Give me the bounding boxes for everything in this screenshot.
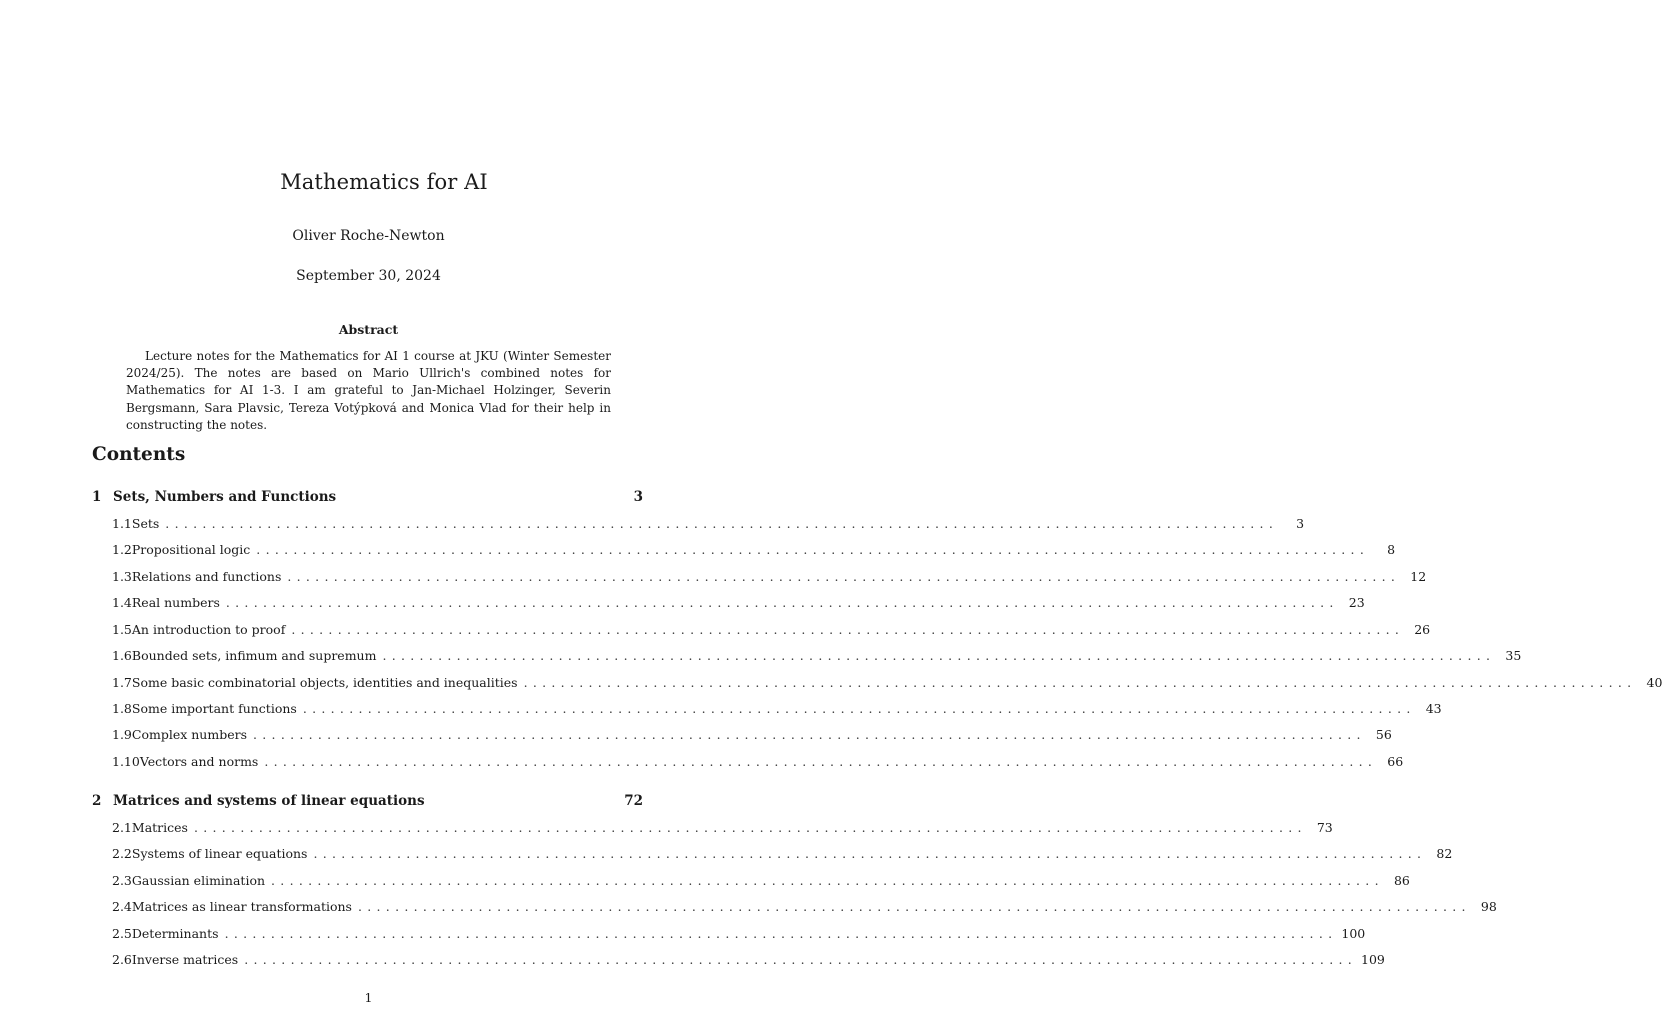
toc-entry-page: 98 [1480,899,1497,914]
toc-entry-title: Systems of linear equations [131,846,308,861]
toc-entry-number: 2.6 [112,952,132,967]
toc-entry-title: An introduction to proof [131,622,286,637]
toc-entry-number: 2.5 [112,926,132,941]
toc-entry-number: 1.5 [112,622,132,637]
toc-leader-dots: ........................................................................................................................ [244,952,1358,967]
toc-entry-page: 26 [1414,622,1431,637]
toc-entry-title: Vectors and norms [139,754,259,769]
toc-entry-number: 1.3 [112,569,132,584]
toc-entry-title: Propositional logic [131,542,251,557]
toc-entry-title: Some important functions [131,701,297,716]
toc-leader-dots: ........................................................................................................................ [264,754,1378,769]
toc-entry-page: 86 [1393,873,1410,888]
toc-entry-title: Relations and functions [131,569,282,584]
toc-section-entry[interactable] [92,926,1366,946]
toc-section-entry[interactable] [92,569,1427,589]
toc-leader-dots: ........................................................................................................................ [382,648,1496,663]
toc-entry-title: Matrices [131,820,188,835]
toc-entry-number: 2 [92,793,102,809]
toc-leader-dots: ........................................................................................................................ [287,569,1401,584]
toc-leader-dots: ........................................................................................................................ [291,622,1405,637]
toc-entry-number: 2.3 [112,873,132,888]
toc-section-entry[interactable] [92,622,1431,642]
toc-section-entry[interactable] [92,516,1305,536]
toc-section-entry[interactable] [92,952,1385,972]
toc-entry-page: 3 [633,489,643,505]
toc-entry-page: 40 [1646,675,1662,690]
toc-leader-dots: ........................................................................................................................ [523,675,1637,690]
toc-leader-dots: ........................................................................................................................ [256,542,1370,557]
toc-entry-title: Some basic combinatorial objects, identities and inequalities [131,675,518,690]
toc-entry-page: 43 [1425,701,1442,716]
page-number: 1 [364,990,373,1005]
document-date: September 30, 2024 [296,268,441,284]
toc-leader-dots: ........................................................................................................................ [271,873,1384,888]
toc-entry-number: 1.7 [112,675,132,690]
toc-leader-dots: ........................................................................................................................ [302,701,1416,716]
toc-entry-number: 2.4 [112,899,132,914]
toc-section-entry[interactable] [92,754,1404,774]
author-name: Oliver Roche-Newton [292,228,445,244]
abstract-heading: Abstract [338,322,399,337]
toc-entry-number: 1.9 [112,727,132,742]
toc-entry-page: 66 [1387,754,1404,769]
toc-section-entry[interactable] [92,648,1522,668]
toc-entry-page: 23 [1348,595,1365,610]
toc-chapter-entry[interactable] [92,793,643,813]
toc-entry-title: Real numbers [131,595,220,610]
toc-leader-dots: ........................................................................................................................ [224,926,1338,941]
toc-entry-number: 1.4 [112,595,132,610]
toc-entry-page: 12 [1410,569,1427,584]
toc-entry-title: Matrices as linear transformations [131,899,352,914]
toc-leader-dots: ........................................................................................................................ [225,595,1339,610]
toc-entry-title: Sets [131,516,160,531]
toc-entry-title: Complex numbers [131,727,247,742]
toc-entry-number: 2.1 [112,820,132,835]
abstract-text: Lecture notes for the Mathematics for AI 1 course at JKU (Winter Semester 2024/25). The notes are based on Mario Ullrich's combined notes for Mathematics for AI 1-3. I am grateful to Jan-Michael Holzinger, Severin Bergsmann, Sara Plavsic, Tereza Votýpková and Monica Vlad for their help in constructing the notes. [126,349,611,432]
toc-entry-number: 1.6 [112,648,132,663]
toc-entry-title: Gaussian elimination [131,873,266,888]
toc-entry-page: 73 [1316,820,1333,835]
toc-section-entry[interactable] [92,899,1497,919]
toc-entry-title: Matrices and systems of linear equations [113,793,425,809]
toc-leader-dots: ........................................................................................................................ [253,727,1366,742]
toc-entry-page: 72 [624,793,643,809]
toc-leader-dots: ........................................................................................................................ [165,516,1279,531]
toc-section-entry[interactable] [92,873,1410,893]
toc-leader-dots: ........................................................................................................................ [193,820,1307,835]
toc-entry-title: Sets, Numbers and Functions [113,489,337,505]
toc-leader-dots: ........................................................................................................................ [357,899,1471,914]
toc-section-entry[interactable] [92,595,1365,615]
toc-entry-number: 1 [92,489,102,505]
toc-section-entry[interactable] [92,542,1396,562]
toc-section-entry[interactable] [92,820,1333,840]
toc-entry-number: 1.1 [112,516,132,531]
toc-section-entry[interactable] [92,846,1453,866]
toc-entry-number: 1.2 [112,542,132,557]
toc-entry-number: 1.8 [112,701,132,716]
contents-heading: Contents [92,444,186,465]
toc-entry-number: 1.10 [112,754,140,769]
document-title: Mathematics for AI [280,170,488,194]
toc-entry-page: 8 [1387,542,1396,557]
toc-entry-title: Determinants [131,926,219,941]
toc-entry-page: 109 [1361,952,1385,967]
toc-section-entry[interactable] [92,701,1442,721]
toc-entry-page: 82 [1436,846,1453,861]
toc-entry-page: 35 [1505,648,1522,663]
toc-entry-page: 3 [1296,516,1305,531]
toc-chapter-entry[interactable] [92,489,643,509]
toc-entry-number: 2.2 [112,846,132,861]
toc-leader-dots: ........................................................................................................................ [313,846,1427,861]
toc-entry-page: 56 [1375,727,1392,742]
toc-entry-title: Bounded sets, infimum and supremum [131,648,377,663]
toc-entry-page: 100 [1341,926,1366,941]
toc-entry-title: Inverse matrices [131,952,239,967]
toc-section-entry[interactable] [92,727,1392,747]
toc-section-entry[interactable] [92,675,1662,695]
